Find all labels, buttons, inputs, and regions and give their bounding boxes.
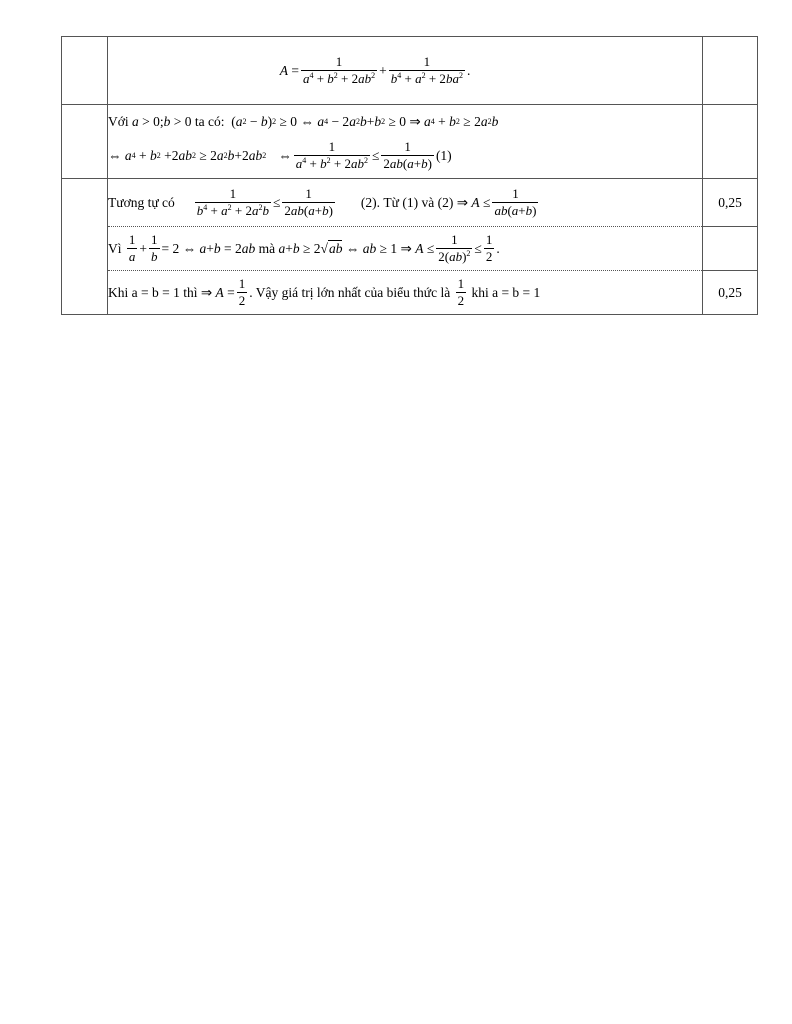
text-vi: Vì (108, 240, 122, 256)
score-cell: 0,25 (703, 271, 758, 315)
table-row (62, 105, 758, 179)
because-line: Vì $\frac{1}{a}$ + $\frac{1}{b}$ = 2 ⇔ a + b = 2 ab mà a + b ≥ 2√ ab ⇔ ab ≥ 1 ⇒ A ≤ $\frac{1}{2(ab)^2}$ ≤ $\frac{1}{2}$ . (108, 232, 500, 264)
equation-label-2: (2). (360, 194, 381, 210)
conclusion-cell (108, 271, 703, 315)
similar-cell (108, 179, 703, 227)
index-cell (62, 179, 108, 315)
solution-table (61, 36, 758, 315)
table-row (62, 271, 758, 315)
text-khi: Khi a = b = 1 thì (108, 284, 198, 300)
equation-label-1: (1) (435, 147, 452, 163)
score-cell: 0,25 (703, 179, 758, 227)
score-cell (703, 105, 758, 179)
conclusion-line: Khi a = b = 1 thì ⇒ A = $\frac{1}{2}$ . Vậy giá trị lớn nhất của biểu thức là $\frac{1}{2}$ khi a = b = 1 (108, 276, 541, 308)
table-row (62, 227, 758, 271)
because-cell (108, 227, 703, 271)
score-cell (703, 227, 758, 271)
table-row (62, 37, 758, 105)
index-cell (62, 37, 108, 105)
score-cell (703, 37, 758, 105)
formula-a: A = $\frac{1}{a^4 + b^2 + 2ab^2}$ + $\frac{1}{b^4 + a^2 + 2ba^2}$ . (279, 54, 471, 86)
proof-line-2: ⇔ a 4 + b 2 +2 ab 2 ≥ 2 a 2 b +2 ab 2 ⇔ $\frac{1}{a^4 + b^2 + 2ab^2}$ ≤ $\frac{1}{2ab(a+b)}$ (1) (108, 139, 452, 171)
index-cell (62, 105, 108, 179)
text-voi: Với (108, 113, 129, 129)
similar-line: Tương tự có $\frac{1}{b^4 + a^2 + 2a^2b}$ ≤ $\frac{1}{2ab(a+b)}$ (2). Từ (1) và (2) ⇒ A ≤ $\frac{1}{ab(a+b)}$ (108, 186, 537, 218)
text-ma: mà (258, 240, 276, 256)
text-ta-co: ta có: (194, 113, 225, 129)
formula-cell (108, 37, 703, 105)
text-khi-end: khi a = b = 1 (471, 284, 541, 300)
proof-cell (108, 105, 703, 179)
text-vay: . Vậy giá trị lớn nhất của biểu thức là (249, 284, 451, 300)
text-tu-1-2: Từ (1) và (2) (383, 194, 454, 210)
table-row (62, 179, 758, 227)
proof-line-1: Với a > 0; b > 0 ta có: ( a 2 − b ) 2 ≥ 0 ⇔ a 4 − 2 a 2 b + b 2 ≥ 0 ⇒ a 4 + b 2 ≥ 2 a 2 b (108, 113, 499, 129)
text-tuong-tu: Tương tự có (108, 194, 175, 210)
